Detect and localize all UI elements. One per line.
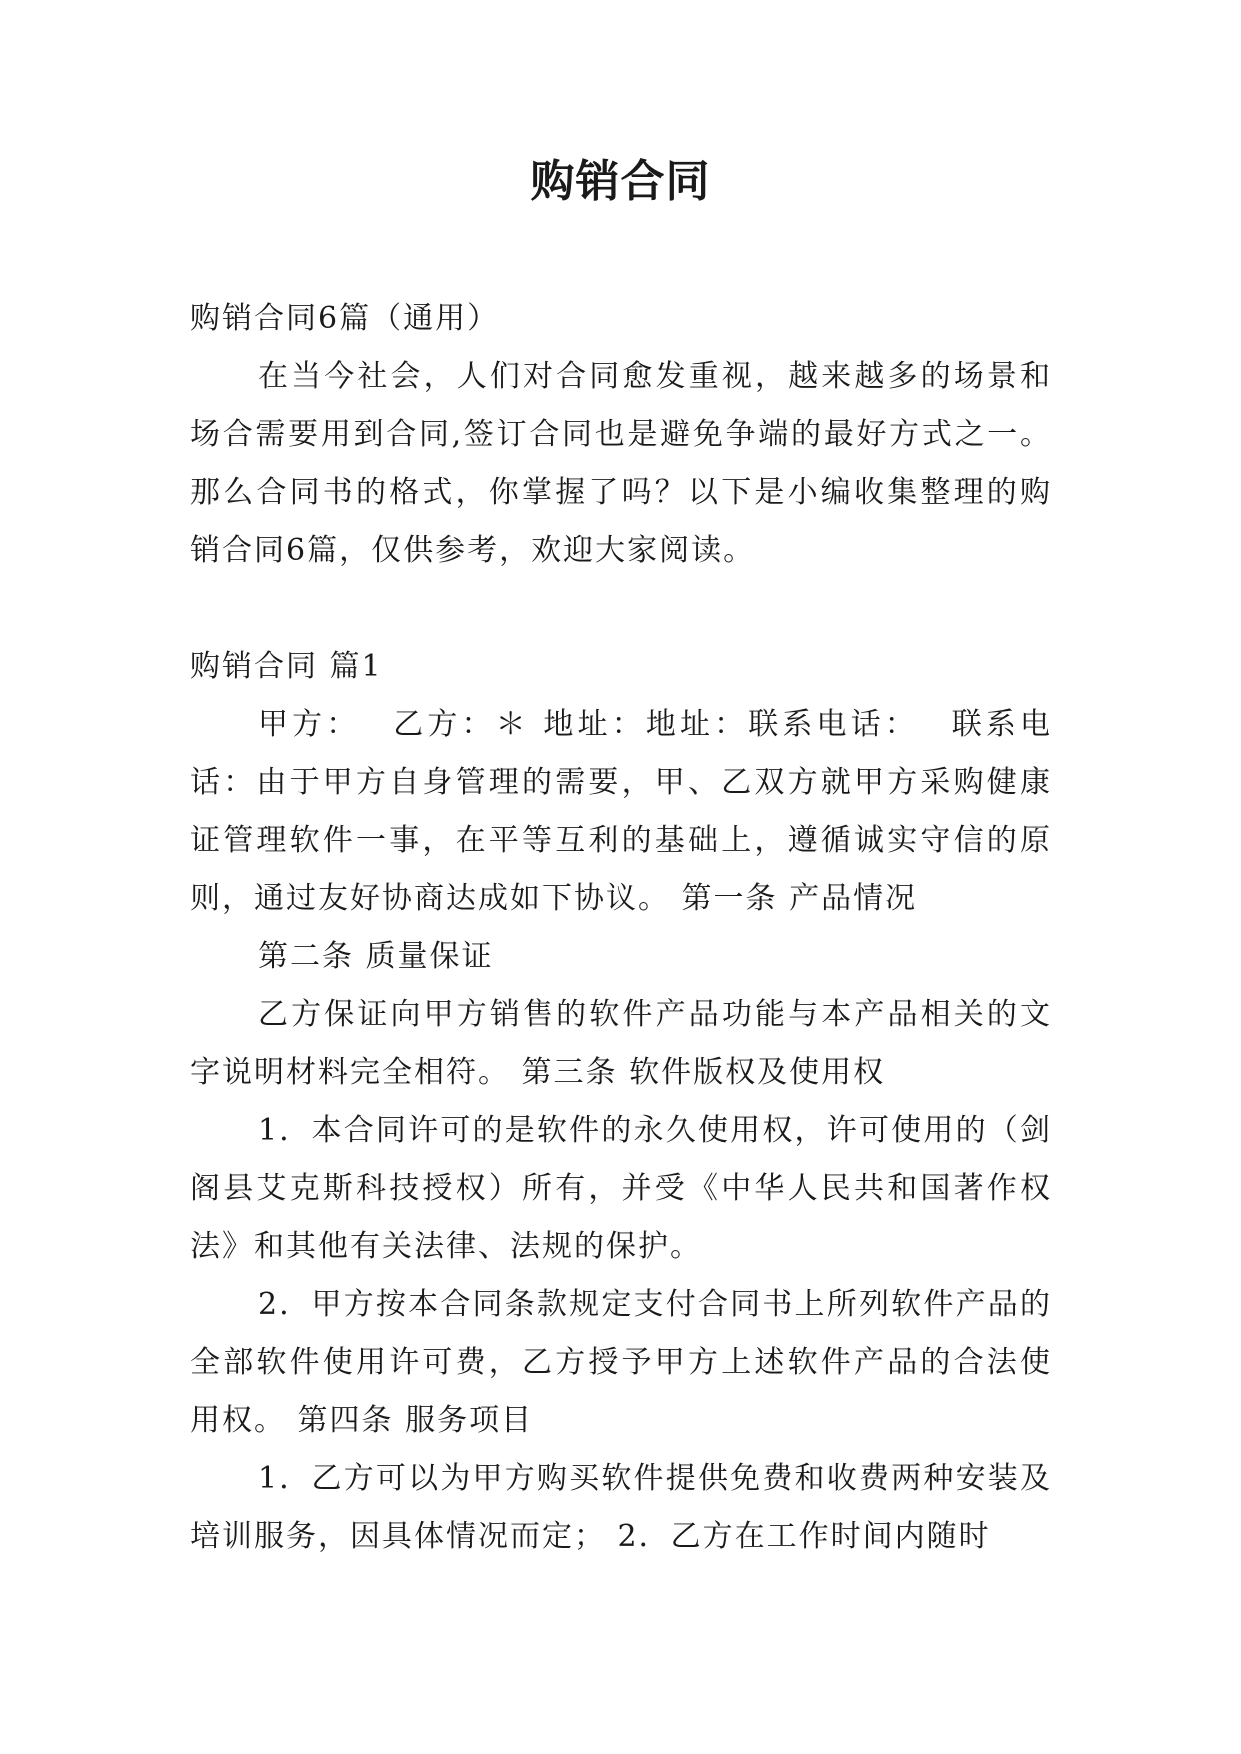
contract-paragraph-article-2: 第二条 质量保证	[258, 939, 494, 974]
contract-paragraph-license-2: 2．甲方按本合同条款规定支付合同书上所列软件产品的全部软件使用许可费，乙方授予甲方上述软件产品的合法使用权。 第四条 服务项目	[190, 1287, 1052, 1438]
contract-paragraph-service: 1．乙方可以为甲方购买软件提供免费和收费两种安装及培训服务，因具体情况而定； 2．乙方在工作时间内随时	[190, 1461, 1052, 1554]
contract-paragraph-license-1: 1．本合同许可的是软件的永久使用权，许可使用的（剑阁县艾克斯科技授权）所有，并受《中华人民共和国著作权法》和其他有关法律、法规的保护。	[190, 1113, 1052, 1264]
intro-paragraph: 在当今社会，人们对合同愈发重视，越来越多的场景和场合需要用到合同,签订合同也是避免争端的最好方式之一。那么合同书的格式，你掌握了吗？以下是小编收集整理的购销合同6篇，仅供参考，欢迎大家阅读。	[190, 359, 1052, 568]
document-body	[190, 290, 1052, 1566]
contract-paragraph-quality: 乙方保证向甲方销售的软件产品功能与本产品相关的文字说明材料完全相符。 第三条 软件版权及使用权	[190, 997, 1052, 1090]
section-spacer	[190, 580, 1052, 638]
document-title: 购销合同	[530, 156, 711, 207]
contract-paragraph-parties: 甲方： 乙方：＊ 地址：地址：联系电话： 联系电话：由于甲方自身管理的需要，甲、乙双方就甲方采购健康证管理软件一事，在平等互利的基础上，遵循诚实守信的原则，通过友好协商达成如下协议。 第一条 产品情况	[190, 707, 1052, 916]
document-subtitle: 购销合同6篇（通用）	[190, 301, 500, 336]
section-heading: 购销合同 篇1	[190, 649, 383, 684]
